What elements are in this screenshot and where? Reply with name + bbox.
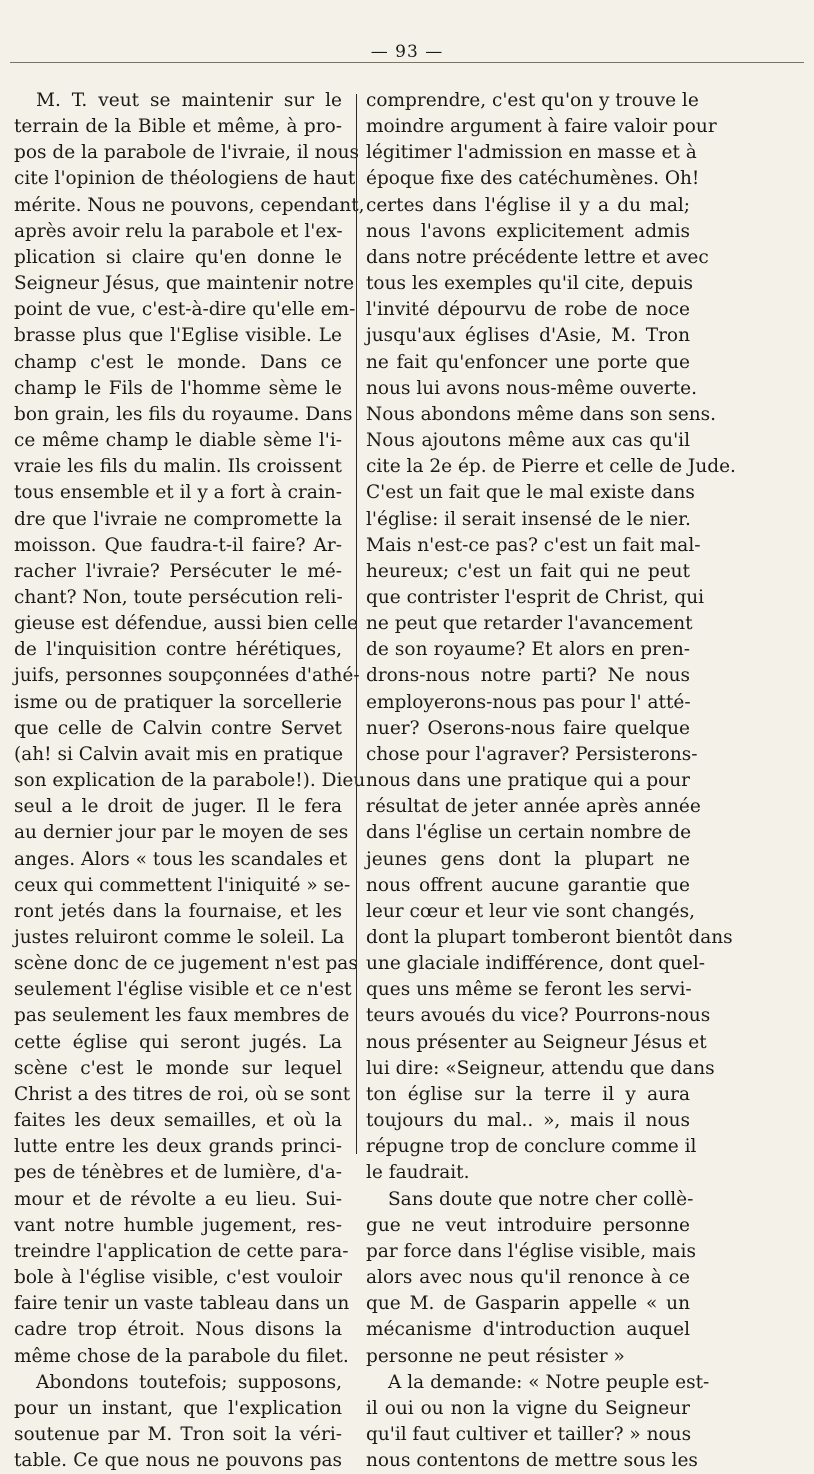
text-line: bole à l'église visible, c'est vouloir: [14, 1267, 342, 1289]
text-line: mour et de révolte a eu lieu. Sui-: [14, 1188, 342, 1210]
text-line: ceux qui commettent l'iniquité » se-: [14, 874, 351, 896]
text-line: scène donc de ce jugement n'est pas: [14, 953, 358, 975]
text-line: isme ou de pratiquer la sorcellerie: [14, 691, 342, 713]
text-line: nous offrent aucune garantie que: [366, 874, 690, 896]
text-line: moindre argument à faire valoir pour: [366, 116, 717, 138]
right-column: [366, 88, 736, 1474]
text-line: le faudrait.: [366, 1162, 470, 1184]
text-line: nous l'avons explicitement admis: [366, 220, 690, 242]
text-line: son explication de la parabole!). Dieu: [14, 770, 366, 792]
text-line: M. T. veut se maintenir sur le: [36, 90, 342, 111]
text-line: de son royaume? Et alors en pren-: [366, 639, 690, 661]
text-line: soutenue par M. Tron soit la véri-: [14, 1423, 342, 1445]
text-line: personne ne peut résister »: [366, 1345, 625, 1367]
text-line: scène c'est le monde sur lequel: [14, 1057, 342, 1079]
text-line: que contrister l'esprit de Christ, qui: [366, 586, 705, 608]
text-line: chant? Non, toute persécution reli-: [14, 586, 343, 608]
text-line: que celle de Calvin contre Servet: [14, 717, 342, 739]
text-line: ce même champ le diable sème l'i-: [14, 430, 342, 452]
text-line: lutte entre les deux grands princi-: [14, 1136, 342, 1158]
text-line: pas seulement les faux membres de: [14, 1005, 350, 1027]
text-line: dans l'église un certain nombre de: [366, 822, 692, 844]
text-line: treindre l'application de cette para-: [14, 1240, 349, 1262]
text-line: Seigneur Jésus, que maintenir notre: [14, 273, 355, 295]
text-line: dre que l'ivraie ne compromette la: [14, 508, 342, 530]
text-line: nous dans une pratique qui a pour: [366, 770, 690, 792]
text-line: jeunes gens dont la plupart ne: [366, 848, 690, 870]
text-line: tous ensemble et il y a fort à crain-: [14, 482, 342, 504]
text-line: nous lui avons nous-même ouverte.: [366, 377, 698, 399]
text-line: gieuse est défendue, aussi bien celle: [14, 613, 358, 635]
text-line: nuer? Oserons-nous faire quelque: [366, 717, 690, 739]
text-line: ne peut que retarder l'avancement: [366, 613, 693, 635]
text-line: A la demande: « Notre peuple est-: [388, 1371, 710, 1393]
text-line: cite l'opinion de théologiens de haut: [14, 168, 356, 190]
text-line: vant notre humble jugement, res-: [14, 1214, 342, 1236]
text-line: de l'inquisition contre hérétiques,: [14, 639, 342, 661]
text-line: l'invité dépourvu de robe de noce: [366, 299, 690, 321]
text-line: jusqu'aux églises d'Asie, M. Tron: [366, 325, 690, 347]
text-line: ques uns même se feront les servi-: [366, 979, 692, 1001]
text-line: que M. de Gasparin appelle « un: [366, 1293, 690, 1315]
text-line: alors avec nous qu'il renonce à ce: [366, 1267, 690, 1289]
text-line: drons-nous notre parti? Ne nous: [366, 665, 690, 687]
text-line: ne fait qu'enfoncer une porte que: [366, 351, 690, 373]
text-line: mérite. Nous ne pouvons, cependant,: [14, 194, 365, 216]
text-line: résultat de jeter année après année: [366, 796, 701, 818]
text-line: seul a le droit de juger. Il le fera: [14, 796, 342, 818]
text-line: toujours du mal.. », mais il nous: [366, 1110, 690, 1132]
text-line: point de vue, c'est-à-dire qu'elle em-: [14, 299, 356, 321]
text-line: Abondons toutefois; supposons,: [36, 1371, 342, 1393]
text-line: Christ a des titres de roi, où se sont: [14, 1083, 351, 1105]
text-line: pes de ténèbres et de lumière, d'a-: [14, 1162, 342, 1184]
text-line: champ c'est le monde. Dans ce: [14, 351, 342, 373]
text-line: cadre trop étroit. Nous disons la: [14, 1319, 342, 1341]
text-line: cette église qui seront jugés. La: [14, 1031, 342, 1053]
text-line: nous contentons de mettre sous les: [366, 1450, 698, 1472]
text-line: par force dans l'église visible, mais: [366, 1240, 696, 1262]
text-line: employerons-nous pas pour l' atté-: [366, 691, 691, 713]
text-line: tous les exemples qu'il cite, depuis: [366, 273, 693, 295]
page-number: — 93 —: [370, 42, 444, 62]
text-line: brasse plus que l'Eglise visible. Le: [14, 325, 342, 347]
text-line: bon grain, les fils du royaume. Dans: [14, 403, 353, 425]
text-line: certes dans l'église il y a du mal;: [366, 194, 690, 216]
text-line: il oui ou non la vigne du Seigneur: [366, 1397, 690, 1419]
text-line: légitimer l'admission en masse et à: [366, 142, 697, 164]
text-line: teurs avoués du vice? Pourrons-nous: [366, 1005, 711, 1027]
text-line: justes reluiront comme le soleil. La: [14, 927, 345, 948]
text-line: faites les deux semailles, et où la: [14, 1110, 342, 1132]
text-line: l'église: il serait insensé de le nier.: [366, 508, 691, 530]
text-line: moisson. Que faudra-t-il faire? Ar-: [14, 534, 342, 556]
text-line: pour un instant, que l'explication: [14, 1397, 342, 1419]
header-rule: [10, 62, 804, 63]
text-line: Sans doute que notre cher collè-: [388, 1188, 694, 1210]
text-line: comprendre, c'est qu'on y trouve le: [366, 90, 699, 111]
text-line: lui dire: «Seigneur, attendu que dans: [366, 1057, 715, 1079]
text-line: Mais n'est-ce pas? c'est un fait mal-: [366, 534, 701, 556]
text-line: pos de la parabole de l'ivraie, il nous: [14, 142, 360, 164]
left-column: [14, 88, 366, 1474]
text-line: leur cœur et leur vie sont changés,: [366, 900, 696, 922]
text-line: époque fixe des catéchumènes. Oh!: [366, 168, 700, 190]
text-line: C'est un fait que le mal existe dans: [366, 482, 695, 504]
text-line: (ah! si Calvin avait mis en pratique: [14, 743, 344, 765]
text-line: terrain de la Bible et même, à pro-: [14, 116, 342, 138]
text-line: seulement l'église visible et ce n'est: [14, 979, 352, 1001]
text-line: même chose de la parabole du filet.: [14, 1345, 349, 1367]
text-line: une glaciale indifférence, dont quel-: [366, 953, 706, 975]
text-line: faire tenir un vaste tableau dans un: [14, 1293, 350, 1315]
text-line: gue ne veut introduire personne: [366, 1214, 690, 1236]
text-line: racher l'ivraie? Persécuter le mé-: [14, 560, 342, 582]
text-line: juifs, personnes soupçonnées d'athé-: [14, 665, 360, 687]
text-line: Nous abondons même dans son sens.: [366, 403, 716, 425]
text-line: ton église sur la terre il y aura: [366, 1083, 690, 1105]
text-line: dont la plupart tomberont bientôt dans: [366, 927, 733, 948]
column-divider: [356, 94, 357, 1154]
text-line: heureux; c'est un fait qui ne peut: [366, 560, 690, 582]
text-line: champ le Fils de l'homme sème le: [14, 377, 342, 399]
text-line: vraie les fils du malin. Ils croissent: [14, 456, 342, 478]
text-line: dans notre précédente lettre et avec: [366, 246, 709, 268]
text-line: plication si claire qu'en donne le: [14, 246, 342, 268]
text-line: Nous ajoutons même aux cas qu'il: [366, 430, 690, 452]
text-line: qu'il faut cultiver et tailler? » nous: [366, 1423, 692, 1445]
text-line: ront jetés dans la fournaise, et les: [14, 900, 342, 922]
text-line: mécanisme d'introduction auquel: [366, 1319, 690, 1341]
text-line: chose pour l'agraver? Persisterons-: [366, 743, 698, 765]
text-line: au dernier jour par le moyen de ses: [14, 822, 349, 844]
text-line: après avoir relu la parabole et l'ex-: [14, 220, 343, 242]
text-line: répugne trop de conclure comme il: [366, 1136, 697, 1158]
text-line: table. Ce que nous ne pouvons pas: [14, 1450, 342, 1472]
text-line: cite la 2e ép. de Pierre et celle de Jude.: [366, 456, 736, 478]
text-line: nous présenter au Seigneur Jésus et: [366, 1031, 707, 1053]
text-line: anges. Alors « tous les scandales et: [14, 848, 348, 870]
